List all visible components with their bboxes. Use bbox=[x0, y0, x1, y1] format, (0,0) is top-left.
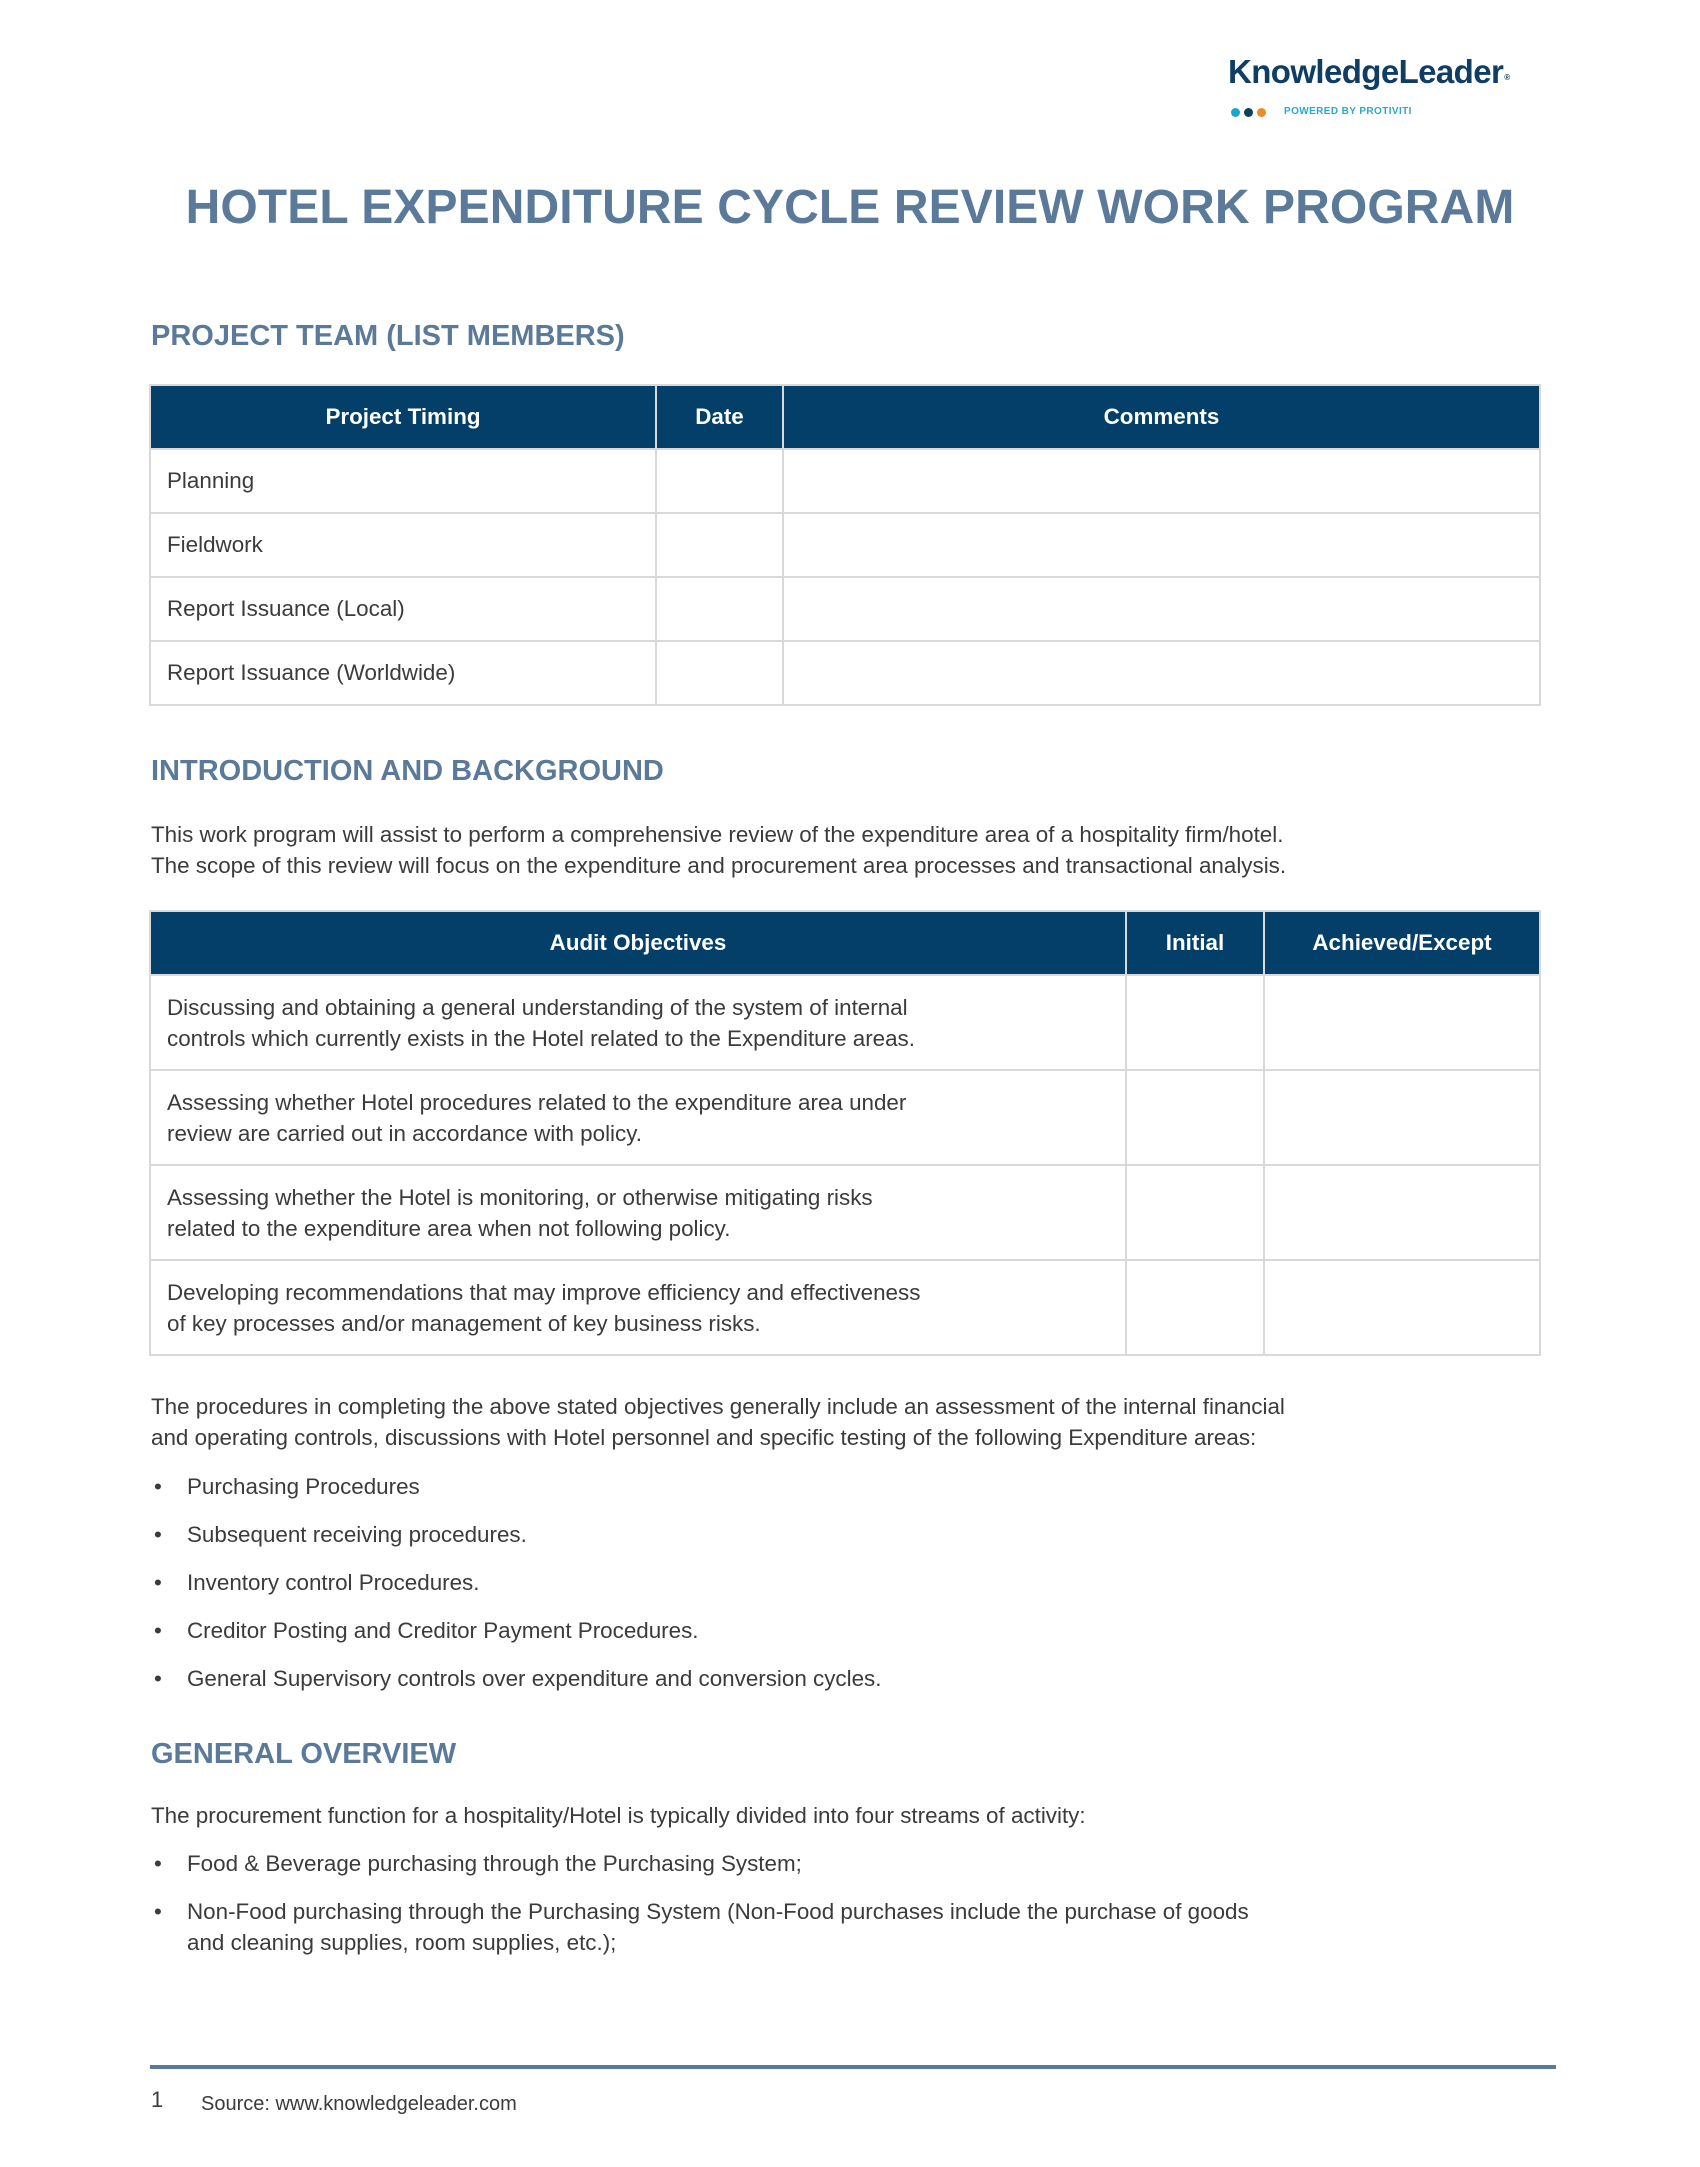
paragraph-line: This work program will assist to perform a comprehensive review of the expenditure area of a hospitality firm/hotel. bbox=[151, 822, 1284, 847]
table-row bbox=[150, 449, 1540, 513]
column-header-audit-objectives: Audit Objectives bbox=[150, 911, 1126, 975]
paragraph-line: The procedures in completing the above stated objectives generally include an assessment of the internal financial bbox=[151, 1394, 1285, 1419]
section-heading-general-overview: GENERAL OVERVIEW bbox=[151, 1738, 457, 1770]
table-row bbox=[150, 1070, 1540, 1165]
table-header-row bbox=[150, 385, 1540, 449]
objective-cell bbox=[150, 1260, 1126, 1355]
list-item bbox=[151, 1519, 881, 1550]
comments-cell[interactable] bbox=[783, 641, 1540, 705]
date-cell[interactable] bbox=[656, 577, 783, 641]
section-heading-introduction: INTRODUCTION AND BACKGROUND bbox=[151, 755, 664, 787]
column-header-achieved-except: Achieved/Except bbox=[1264, 911, 1540, 975]
table-row bbox=[150, 975, 1540, 1070]
initial-cell[interactable] bbox=[1126, 975, 1264, 1070]
timing-cell: Report Issuance (Worldwide) bbox=[150, 641, 656, 705]
initial-cell[interactable] bbox=[1126, 1260, 1264, 1355]
list-item bbox=[151, 1471, 881, 1502]
objective-cell bbox=[150, 1165, 1126, 1260]
table-header-row bbox=[150, 911, 1540, 975]
timing-cell: Planning bbox=[150, 449, 656, 513]
objective-line: of key processes and/or management of key business risks. bbox=[167, 1310, 761, 1336]
registered-mark: ® bbox=[1504, 73, 1510, 82]
footer-source: Source: www.knowledgeleader.com bbox=[201, 2093, 517, 2115]
list-item-text: Subsequent receiving procedures. bbox=[187, 1522, 527, 1547]
objective-line: Discussing and obtaining a general understanding of the system of internal bbox=[167, 994, 908, 1020]
expenditure-areas-list bbox=[151, 1471, 881, 1711]
achieved-cell[interactable] bbox=[1264, 1070, 1540, 1165]
objective-line: controls which currently exists in the Hotel related to the Expenditure areas. bbox=[167, 1025, 915, 1051]
column-header-date: Date bbox=[656, 385, 783, 449]
knowledgeleader-logo bbox=[1228, 52, 1510, 92]
objective-line: Assessing whether the Hotel is monitoring, or otherwise mitigating risks bbox=[167, 1184, 873, 1210]
list-item-text: Inventory control Procedures. bbox=[187, 1570, 480, 1595]
date-cell[interactable] bbox=[656, 641, 783, 705]
page-number: 1 bbox=[151, 2087, 164, 2112]
introduction-paragraph bbox=[151, 819, 1571, 881]
objective-line: review are carried out in accordance with policy. bbox=[167, 1120, 642, 1146]
audit-objectives-table bbox=[149, 910, 1541, 1356]
column-header-comments: Comments bbox=[783, 385, 1540, 449]
procedures-paragraph bbox=[151, 1391, 1571, 1453]
achieved-cell[interactable] bbox=[1264, 1260, 1540, 1355]
list-item-text: Food & Beverage purchasing through the Purchasing System; bbox=[187, 1851, 802, 1876]
list-item bbox=[151, 1663, 881, 1694]
bullet-icon: • bbox=[154, 1666, 162, 1691]
logo-dot-icon bbox=[1244, 108, 1253, 117]
bullet-icon: • bbox=[154, 1570, 162, 1595]
objective-line: Developing recommendations that may improve efficiency and effectiveness bbox=[167, 1279, 921, 1305]
document-title: HOTEL EXPENDITURE CYCLE REVIEW WORK PROGRAM bbox=[185, 181, 1515, 234]
date-cell[interactable] bbox=[656, 449, 783, 513]
achieved-cell[interactable] bbox=[1264, 975, 1540, 1070]
logo-wordmark: KnowledgeLeader bbox=[1228, 53, 1504, 90]
procurement-streams-list bbox=[151, 1848, 1249, 1975]
table-row bbox=[150, 641, 1540, 705]
logo-dot-icon bbox=[1257, 108, 1266, 117]
table-row bbox=[150, 513, 1540, 577]
table-row bbox=[150, 577, 1540, 641]
bullet-icon: • bbox=[154, 1522, 162, 1547]
table-row bbox=[150, 1165, 1540, 1260]
project-timing-table bbox=[149, 384, 1541, 706]
section-heading-project-team: PROJECT TEAM (LIST MEMBERS) bbox=[151, 320, 625, 352]
objective-line: related to the expenditure area when not following policy. bbox=[167, 1215, 731, 1241]
objective-line: Assessing whether Hotel procedures related to the expenditure area under bbox=[167, 1089, 907, 1115]
bullet-icon: • bbox=[154, 1851, 162, 1876]
achieved-cell[interactable] bbox=[1264, 1165, 1540, 1260]
comments-cell[interactable] bbox=[783, 449, 1540, 513]
list-item bbox=[151, 1896, 1249, 1958]
initial-cell[interactable] bbox=[1126, 1070, 1264, 1165]
objective-cell bbox=[150, 975, 1126, 1070]
initial-cell[interactable] bbox=[1126, 1165, 1264, 1260]
comments-cell[interactable] bbox=[783, 577, 1540, 641]
overview-paragraph: The procurement function for a hospitality/Hotel is typically divided into four streams of activity: bbox=[151, 1803, 1086, 1828]
list-item bbox=[151, 1848, 1249, 1879]
date-cell[interactable] bbox=[656, 513, 783, 577]
paragraph-line: The scope of this review will focus on the expenditure and procurement area processes and transactional analysis. bbox=[151, 853, 1287, 878]
comments-cell[interactable] bbox=[783, 513, 1540, 577]
objective-cell bbox=[150, 1070, 1126, 1165]
list-item-text: Purchasing Procedures bbox=[187, 1474, 420, 1499]
bullet-icon: • bbox=[154, 1899, 162, 1924]
list-item bbox=[151, 1615, 881, 1646]
timing-cell: Report Issuance (Local) bbox=[150, 577, 656, 641]
timing-cell: Fieldwork bbox=[150, 513, 656, 577]
column-header-project-timing: Project Timing bbox=[150, 385, 656, 449]
paragraph-line: and operating controls, discussions with Hotel personnel and specific testing of the following Expenditure areas: bbox=[151, 1425, 1257, 1450]
list-item-text: Non-Food purchasing through the Purchasing System (Non-Food purchases include the purchase of goods bbox=[187, 1899, 1249, 1924]
table-row bbox=[150, 1260, 1540, 1355]
bullet-icon: • bbox=[154, 1474, 162, 1499]
list-item bbox=[151, 1567, 881, 1598]
bullet-icon: • bbox=[154, 1618, 162, 1643]
list-item-text: General Supervisory controls over expenditure and conversion cycles. bbox=[187, 1666, 882, 1691]
logo-dot-icon bbox=[1231, 108, 1240, 117]
footer-divider bbox=[150, 2065, 1556, 2069]
logo-tagline: POWERED BY PROTIVITI bbox=[1284, 106, 1412, 117]
list-item-text: and cleaning supplies, room supplies, etc.); bbox=[187, 1930, 617, 1955]
column-header-initial: Initial bbox=[1126, 911, 1264, 975]
list-item-text: Creditor Posting and Creditor Payment Procedures. bbox=[187, 1618, 699, 1643]
